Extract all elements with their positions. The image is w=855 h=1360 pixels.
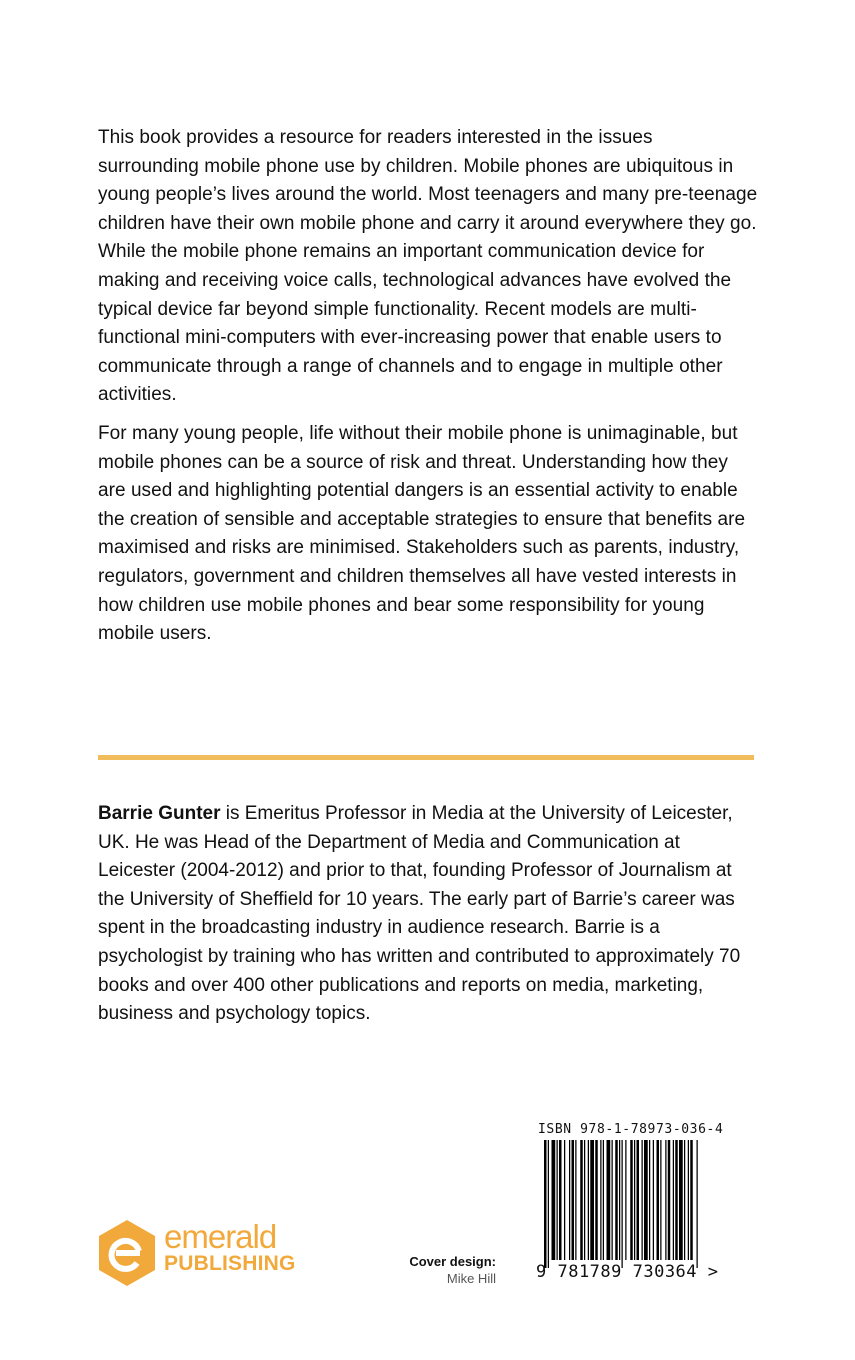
barcode-bar	[657, 1140, 660, 1260]
barcode-bar	[644, 1140, 648, 1260]
author-name: Barrie Gunter	[98, 803, 221, 824]
barcode-bar	[548, 1140, 549, 1268]
barcode-bar	[630, 1140, 633, 1260]
emerald-hexagon-logo-icon	[96, 1218, 158, 1288]
barcode-bar	[607, 1140, 611, 1260]
author-bio-text: is Emeritus Professor in Media at the University of Leicester, UK. He was Head of the Department of Media and Communication at Leicester (2004-2012) and prior to that, founding Professor of Journalism at the University of Sheffield for 10 years. The early part of Barrie’s career was spent in the broadcasting industry in audience research. Barrie is a psychologist by training who has written and contributed to approximately 70 books and over 400 other publications and reports on media, marketing, business and psychology topics.	[98, 803, 741, 1025]
barcode-bar	[588, 1140, 589, 1260]
divider-rule	[98, 755, 754, 760]
barcode-bar	[697, 1140, 698, 1268]
barcode-bar	[612, 1140, 613, 1260]
back-cover-blurb	[98, 124, 758, 659]
publisher-name-line1: emerald	[164, 1218, 277, 1255]
barcode-bar	[637, 1140, 640, 1260]
barcode-bar	[603, 1140, 604, 1260]
barcode-bar	[572, 1140, 575, 1260]
barcode-bar	[673, 1140, 674, 1260]
cover-design-label: Cover design:	[409, 1254, 496, 1269]
barcode-bar	[619, 1140, 620, 1260]
blurb-paragraph-2: For many young people, life without their mobile phone is unimaginable, but mobile phones can be a source of risk and threat. Understanding how they are used and highlighting potential dangers is an essential activity to enable the creation of sensible and acceptable strategies to ensure that benefits are maximised and risks are minimised. Stakeholders such as parents, industry, regulators, government and children themselves all have vested interests in how children use mobile phones and bear some responsibility for young mobile users.	[98, 422, 746, 645]
barcode-bar	[665, 1140, 666, 1260]
blurb-paragraph-1: This book provides a resource for readers interested in the issues surrounding mobile phone use by children. Mobile phones are ubiquitous in young people’s lives around the world. Most teenagers and many pre-teenage children have their own mobile phone and carry it around everywhere they go. While the mobile phone remains an important communication device for making and receiving voice calls, technological advances have evolved the typical device far beyond simple functionality. Recent models are multi-functional mini-computers with ever-increasing power that enable users to communicate through a range of channels and to engage in multiple other activities.	[98, 127, 758, 406]
barcode-digits: 9 781789 730364 >	[536, 1262, 719, 1282]
barcode-bar	[552, 1140, 556, 1260]
barcode-bar	[625, 1140, 626, 1260]
barcode-bar	[615, 1140, 618, 1260]
publisher-logo	[96, 1218, 306, 1288]
barcode-bar	[622, 1140, 623, 1268]
barcode-bar	[590, 1140, 594, 1260]
barcode-bar	[580, 1140, 583, 1260]
author-bio	[98, 800, 758, 1029]
barcode-bar	[649, 1140, 650, 1260]
barcode-bar	[584, 1140, 585, 1260]
barcode-bar	[600, 1140, 601, 1260]
barcode-bar	[569, 1140, 570, 1260]
barcode-bar	[684, 1140, 685, 1260]
isbn-barcode	[526, 1116, 756, 1296]
barcode-bar	[653, 1140, 654, 1260]
barcode-bar	[559, 1140, 562, 1260]
barcode-bar	[660, 1140, 661, 1260]
barcode-bar	[595, 1140, 598, 1260]
publisher-name-line2: PUBLISHING	[164, 1252, 296, 1275]
isbn-label: ISBN 978-1-78973-036-4	[538, 1122, 724, 1137]
barcode-bar	[690, 1140, 693, 1260]
barcode-bar	[679, 1140, 683, 1260]
barcode-bar	[634, 1140, 635, 1260]
cover-designer-name: Mike Hill	[446, 1271, 496, 1286]
barcode-bar	[688, 1140, 689, 1260]
barcode-bar	[544, 1140, 547, 1268]
barcode-bar	[642, 1140, 643, 1260]
barcode-bar	[668, 1140, 671, 1260]
barcode-bar	[557, 1140, 558, 1260]
barcode-bars	[544, 1140, 739, 1268]
barcode-bar	[564, 1140, 565, 1260]
barcode-bar	[575, 1140, 576, 1260]
cover-credit	[372, 1253, 496, 1287]
barcode-bar	[675, 1140, 678, 1260]
